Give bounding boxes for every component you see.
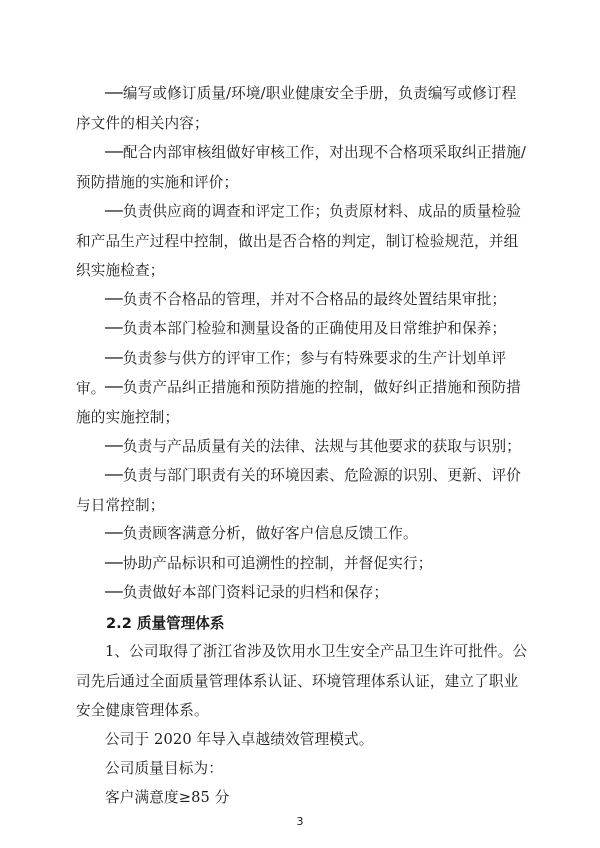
paragraph-duty-equipment: ──负责本部门检验和测量设备的正确使用及日常维护和保养； xyxy=(105,320,507,337)
paragraph-duty-records: ──负责做好本部门资料记录的归档和保存； xyxy=(105,584,389,601)
paragraph-duty-customer: ──负责顾客满意分析，做好客户信息反馈工作。 xyxy=(105,525,418,542)
paragraph-duty-supplier-inspection: ──负责供应商的调查和评定工作；负责原材料、成品的质量检验和产品生产过程中控制，做出是否合格的判定，制订检验规范，并组织实施检查； xyxy=(76,203,521,279)
paragraph-duty-manual: ──编写或修订质量/环境/职业健康安全手册，负责编写或修订程序文件的相关内容； xyxy=(76,85,517,132)
paragraph-duty-environment: ──负责与部门职责有关的环境因素、危险源的识别、更新、评价与日常控制； xyxy=(76,467,521,514)
paragraph-duty-nonconforming: ──负责不合格品的管理，并对不合格品的最终处置结果审批； xyxy=(105,291,507,308)
paragraph-duty-internal-audit: ──配合内部审核组做好审核工作，对出现不合格项采取纠正措施/预防措施的实施和评价； xyxy=(76,144,527,191)
paragraph-customer-satisfaction: 客户满意度≥85 分 xyxy=(105,789,230,806)
paragraph-quality-target: 公司质量目标为： xyxy=(105,760,223,777)
paragraph-duty-traceability: ──协助产品标识和可追溯性的控制，并督促实行； xyxy=(105,555,433,572)
paragraph-duty-supplier-review: ──负责参与供方的评审工作；参与有特殊要求的生产计划单评审。 xyxy=(76,350,507,397)
section-heading: 2.2 质量管理体系 xyxy=(106,615,225,632)
paragraph-excellence-model: 公司于 2020 年导入卓越绩效管理模式。 xyxy=(105,731,374,748)
page-number: 3 xyxy=(296,815,304,828)
paragraph-duty-legal: ──负责与产品质量有关的法律、法规与其他要求的获取与识别； xyxy=(105,438,521,455)
paragraph-duty-corrective: ──负责产品纠正措施和预防措施的控制，做好纠正措施和预防措施的实施控制； xyxy=(76,379,521,426)
paragraph-certification: 1、公司取得了浙江省涉及饮用水卫生安全产品卫生许可批件。公司先后通过全面质量管理体系认证、环境管理体系认证，建立了职业安全健康管理体系。 xyxy=(76,643,528,719)
